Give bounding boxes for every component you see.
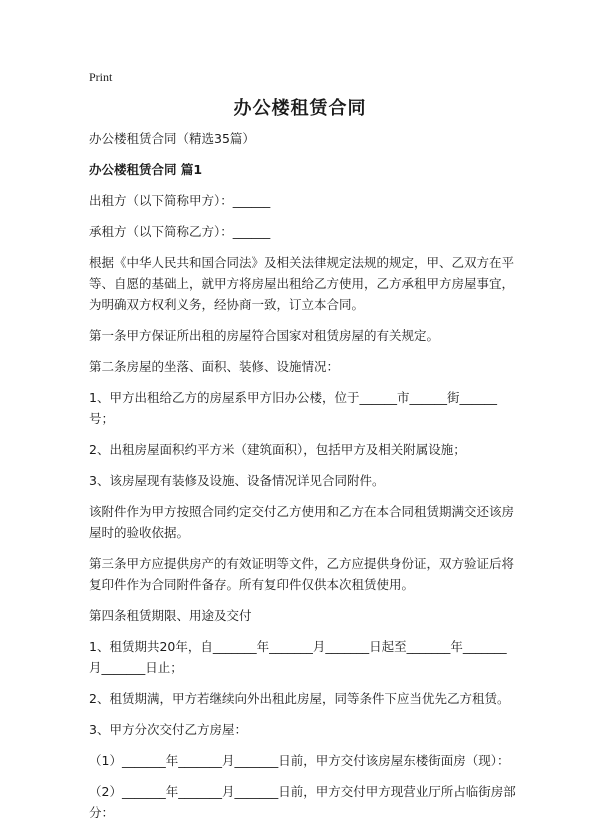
document-body: [89, 128, 516, 833]
article-4: 第四条租赁期限、用途及交付: [89, 608, 252, 623]
delivery-step-2: （2）_______年_______月_______日前，甲方交付甲方现营业厅所占临街房部分：: [89, 784, 516, 820]
article-2-item-3: 3、该房屋现有装修及设施、设备情况详见合同附件。: [89, 473, 385, 488]
attachment-note: 该附件作为甲方按照合同约定交付乙方使用和乙方在本合同租赁期满交还该房屋时的验收依据。: [89, 504, 515, 540]
lessee-line: 承租方（以下简称乙方）：______: [89, 224, 271, 239]
article-4-item-3: 3、甲方分次交付乙方房屋：: [89, 722, 247, 737]
delivery-step-1: （1）_______年_______月_______日前，甲方交付该房屋东楼街面房（现）：: [89, 753, 510, 768]
article-1: 第一条甲方保证所出租的房屋符合国家对租赁房屋的有关规定。: [89, 328, 440, 343]
section-heading: 办公楼租赁合同 篇1: [89, 162, 203, 177]
article-2: 第二条房屋的坐落、面积、装修、设施情况：: [89, 359, 340, 374]
article-3: 第三条甲方应提供房产的有效证明等文件，乙方应提供身份证，双方验证后将复印件作为合同附件备存。所有复印件仅供本次租赁使用。: [89, 556, 515, 592]
article-4-item-2: 2、租赁期满，甲方若继续向外出租此房屋，同等条件下应当优先乙方租赁。: [89, 691, 510, 706]
article-4-item-1: 1、租赁期共20年，自_______年_______月_______日起至_______年_______月_______日止；: [89, 639, 507, 675]
article-2-item-2: 2、出租房屋面积约平方米（建筑面积），包括甲方及相关附属设施；: [89, 442, 466, 457]
print-link[interactable]: Print: [89, 70, 113, 84]
lessor-line: 出租方（以下简称甲方）：______: [89, 193, 271, 208]
document-subtitle: 办公楼租赁合同（精选35篇）: [89, 131, 255, 146]
document-title: 办公楼租赁合同: [233, 98, 367, 119]
article-2-item-1: 1、甲方出租给乙方的房屋系甲方旧办公楼，位于______市______街______号；: [89, 390, 497, 426]
preamble-paragraph: 根据《中华人民共和国合同法》及相关法律规定法规的规定，甲、乙双方在平等、自愿的基础上，就甲方将房屋出租给乙方使用，乙方承租甲方房屋事宜，为明确双方权利义务，经协商一致，订立本合同。: [89, 255, 515, 312]
